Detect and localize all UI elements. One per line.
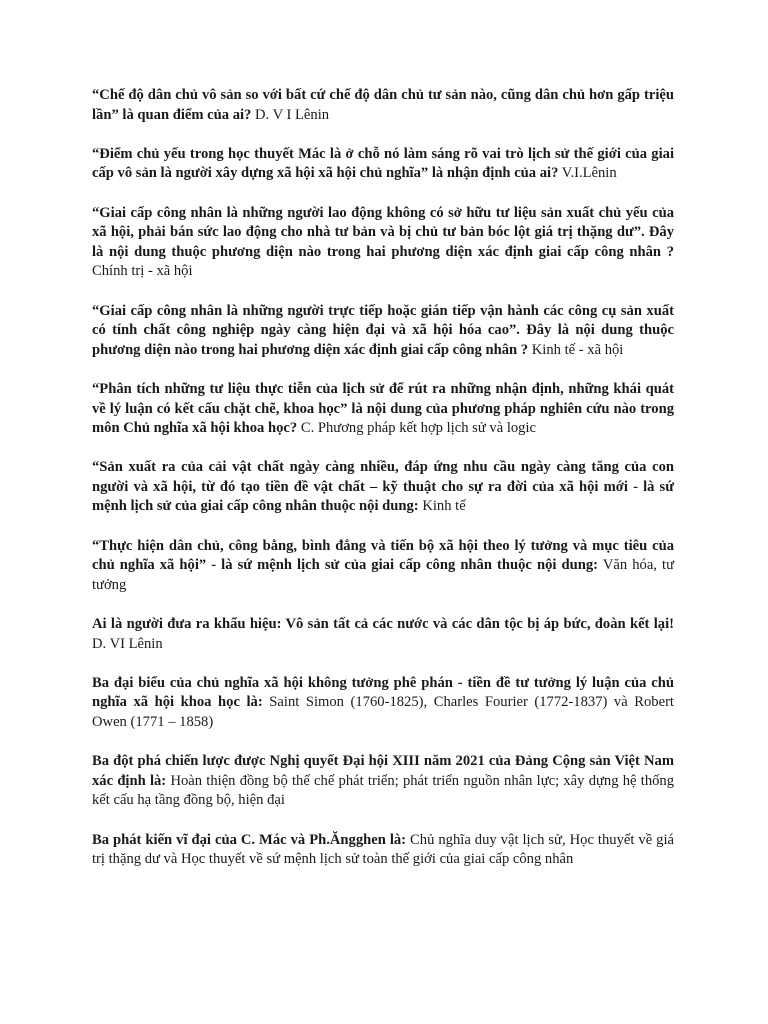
question-text: Ai là người đưa ra khẩu hiệu: Vô sản tất cả các nước và các dân tộc bị áp bức, đoàn kết lại! (92, 616, 674, 633)
qa-item-2 (92, 145, 674, 184)
document-page (92, 86, 674, 889)
answer-text: D. VI Lênin (92, 635, 163, 652)
question-text: “Điểm chủ yếu trong học thuyết Mác là ở chỗ nó làm sáng rõ vai trò lịch sử thế giới của giai cấp vô sản là người xây dựng xã hội xã hội chủ nghĩa” là nhận định của ai? (92, 145, 674, 182)
qa-item-1 (92, 86, 674, 125)
answer-text: C. Phương pháp kết hợp lịch sử và logic (300, 420, 536, 437)
answer-text: Văn hóa, tư tưởng (92, 557, 674, 593)
qa-item-6 (92, 458, 674, 517)
question-text: “Chế độ dân chủ vô sản so với bất cứ chế độ dân chủ tư sản nào, cũng dân chủ hơn gấp triệu lần” là quan điểm của ai? (92, 87, 674, 123)
qa-item-5 (92, 380, 674, 439)
qa-item-3 (92, 204, 674, 282)
question-text: “Giai cấp công nhân là những người trực tiếp hoặc gián tiếp vận hành các công cụ sản xuất có tính chất công nghiệp ngày càng hiện đại và xã hội hóa cao”. Đây là nội dung thuộc phương diện nào trong hai phương diện xác định giai cấp công nhân ? (92, 302, 674, 358)
question-text: “Phân tích những tư liệu thực tiễn của lịch sử để rút ra những nhận định, những khái quát về lý luận có kết cấu chặt chẽ, khoa học” là nội dung của phương pháp nghiên cứu nào trong môn Chủ nghĩa xã hội khoa học? (92, 380, 674, 437)
qa-item-9 (92, 674, 674, 733)
question-text: Ba đại biểu của chủ nghĩa xã hội không tưởng phê phán - tiền đề tư tưởng lý luận của chủ nghĩa xã hội khoa học là: (92, 674, 674, 711)
answer-text: D. V I Lênin (255, 106, 330, 123)
answer-text: Kinh tế - xã hội (531, 341, 624, 358)
qa-item-4 (92, 302, 674, 361)
question-text: “Giai cấp công nhân là những người lao động không có sở hữu tư liệu sản xuất chủ yếu của xã hội, phải bán sức lao động cho nhà tư bản và bị chủ tư bản bóc lột giá trị thặng dư”. Đây là nội dung thuộc phương diện nào trong hai phương diện xác định giai cấp công nhân ? (92, 204, 674, 260)
qa-item-11 (92, 831, 674, 870)
answer-text: Saint Simon (1760-1825), Charles Fourier (1772-1837) và Robert Owen (1771 – 1858) (92, 694, 674, 730)
question-text: Ba phát kiến vĩ đại của C. Mác và Ph.Ăngghen là: (92, 831, 407, 848)
question-text: Ba đột phá chiến lược được Nghị quyết Đại hội XIII năm 2021 của Đảng Cộng sản Việt Nam xác định là: (92, 753, 674, 789)
qa-item-7 (92, 537, 674, 596)
qa-item-8 (92, 615, 674, 654)
question-text: “Sản xuất ra của cải vật chất ngày càng nhiều, đáp ứng nhu cầu ngày càng tăng của con người và xã hội, từ đó tạo tiền đề vật chất – kỹ thuật cho sự ra đời của xã hội mới - là sứ mệnh lịch sử của giai cấp công nhân thuộc nội dung: (92, 459, 674, 515)
answer-text: Hoàn thiện đồng bộ thể chế phát triển; phát triển nguồn nhân lực; xây dựng hệ thống kết cấu hạ tầng đồng bộ, hiện đại (92, 772, 675, 809)
answer-text: Chủ nghĩa duy vật lịch sử, Học thuyết về giá trị thặng dư và Học thuyết về sứ mệnh lịch sử toàn thế giới của giai cấp công nhân (92, 831, 674, 868)
answer-text: Chính trị - xã hội (92, 263, 193, 280)
answer-text: Kinh tế (422, 498, 466, 515)
answer-text: V.I.Lênin (561, 165, 617, 182)
qa-item-10 (92, 752, 674, 811)
question-text: “Thực hiện dân chủ, công bằng, bình đẳng và tiến bộ xã hội theo lý tưởng và mục tiêu của chủ nghĩa xã hội” - là sứ mệnh lịch sử của giai cấp công nhân thuộc nội dung: (92, 537, 674, 574)
